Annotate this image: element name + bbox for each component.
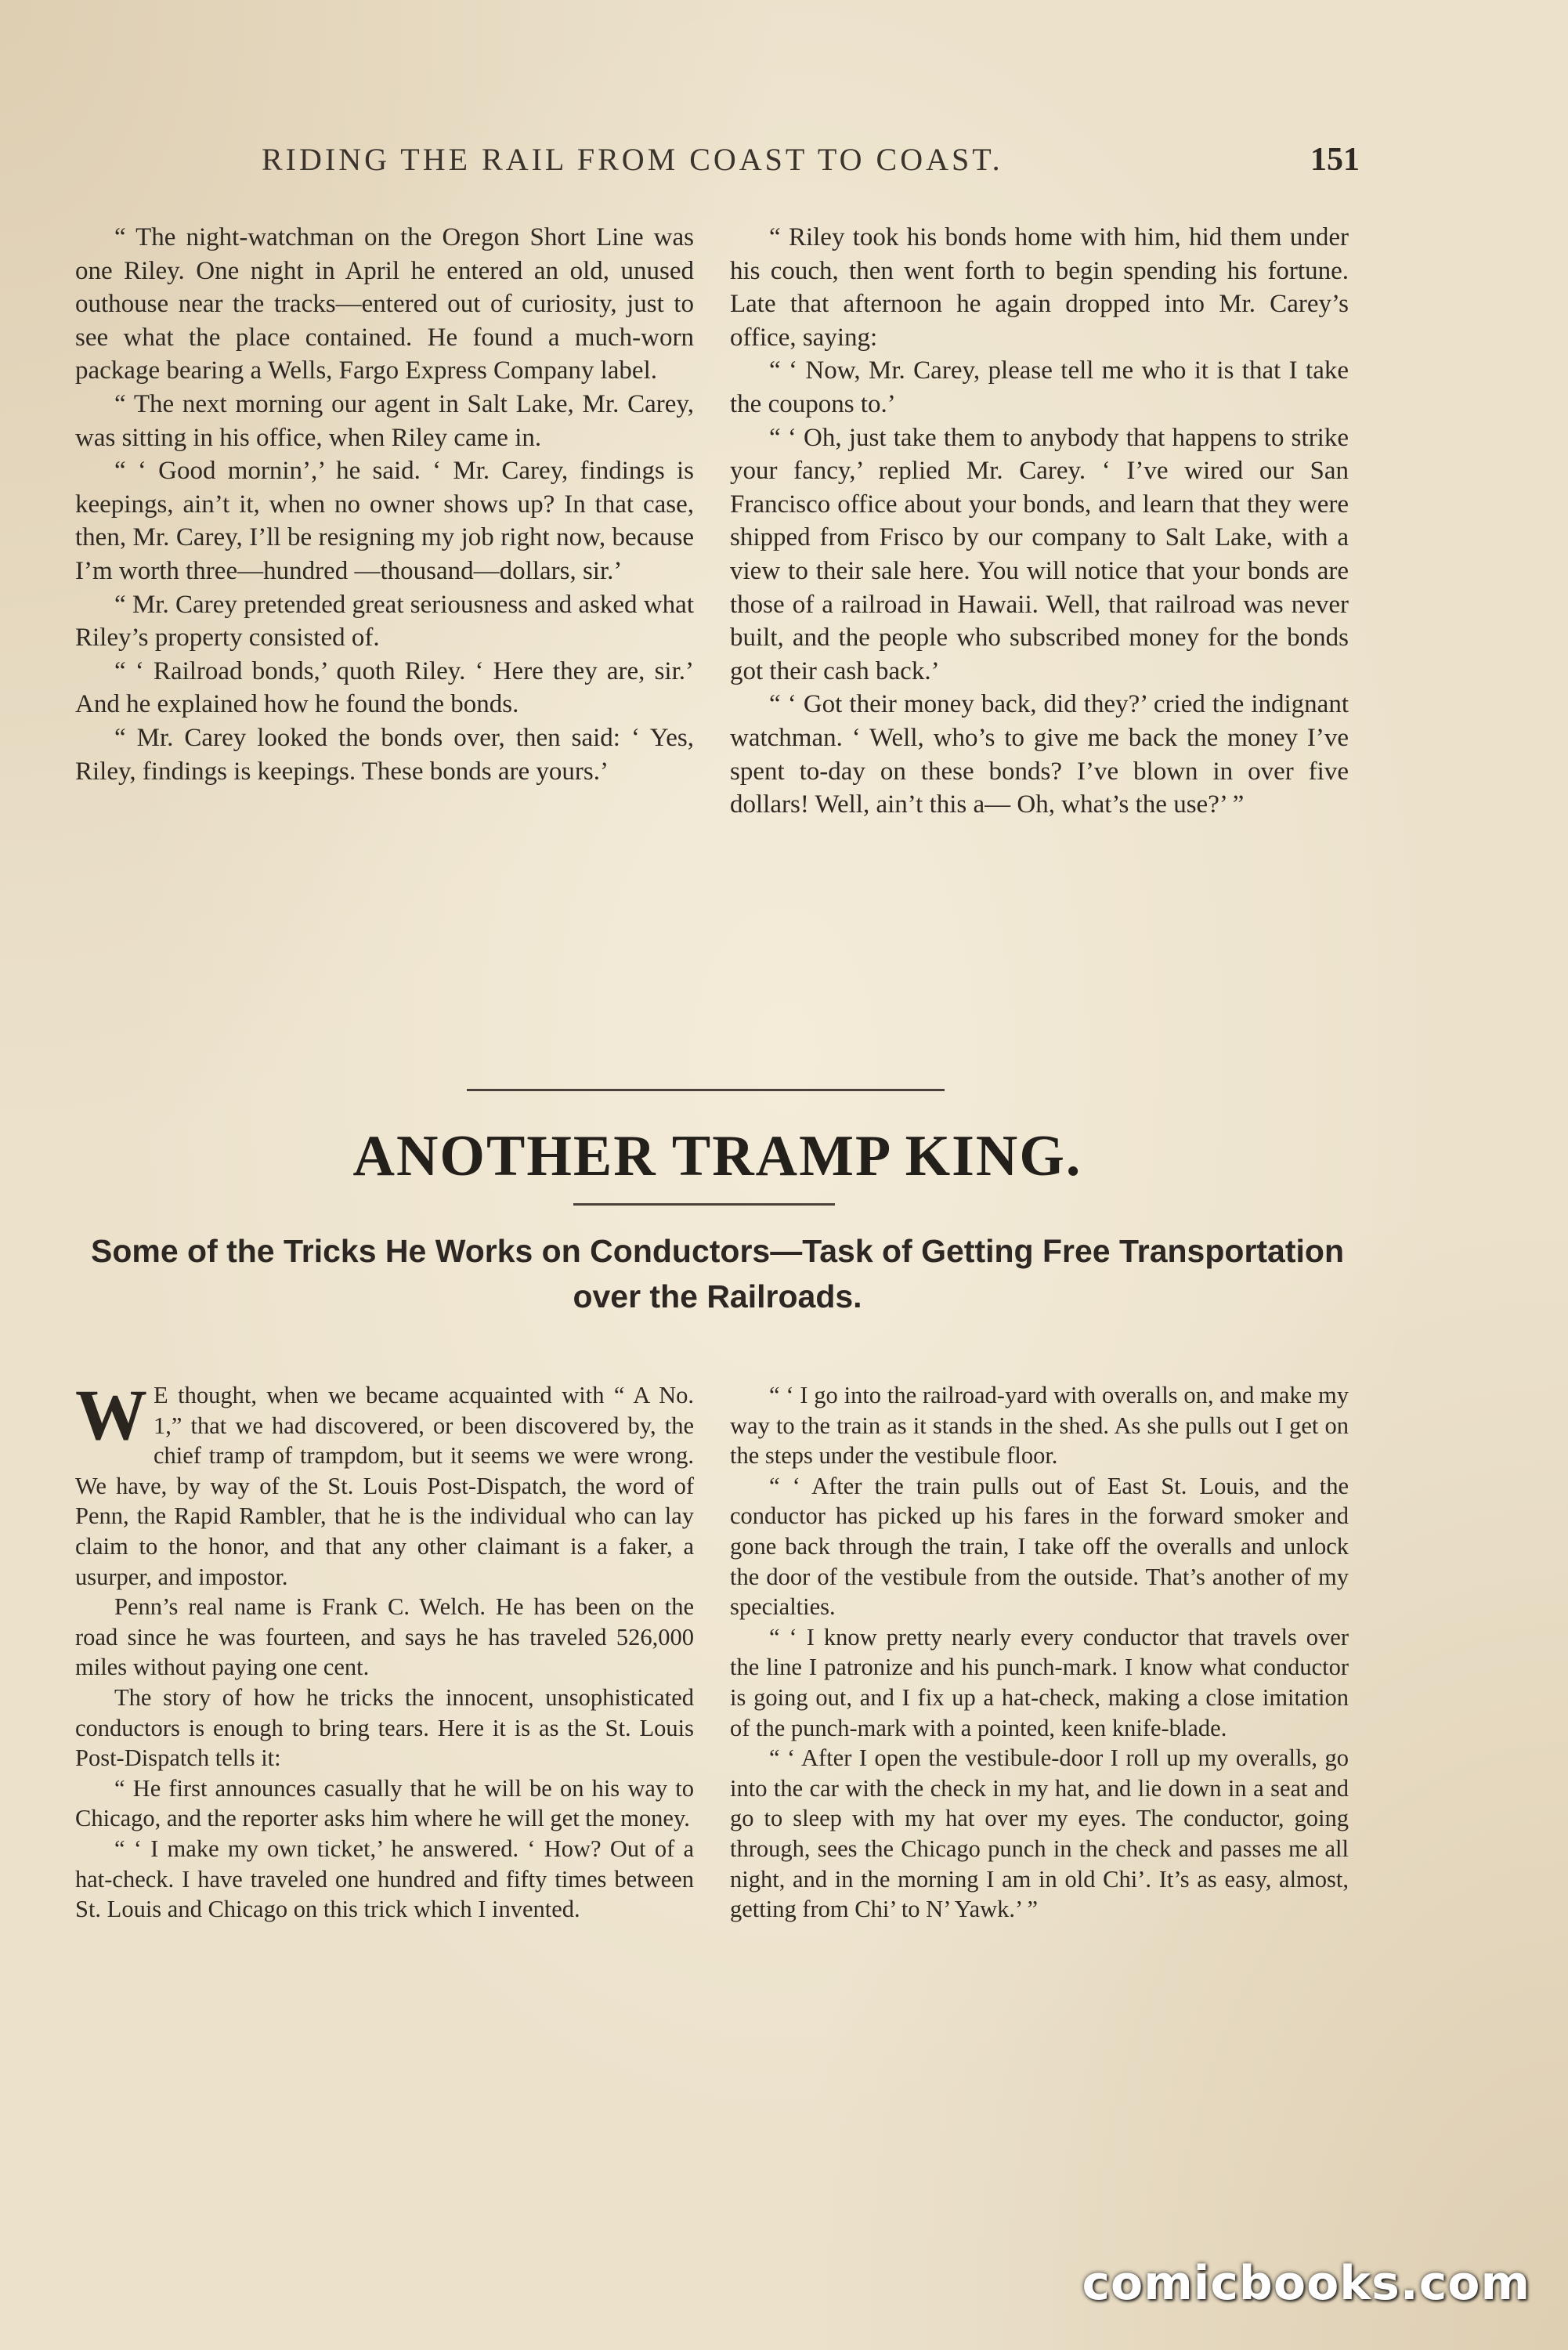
lead-paragraph: [75, 1375, 694, 1592]
paragraph: “ ‘ After the train pulls out of East St. Louis, and the conductor has picked up his fares in the forward smoker and gone back through the train, I take off the overalls and unlock the door of the vestibule from the outside. That’s another of my specialties.: [730, 1472, 1349, 1621]
paragraph: The story of how he tricks the innocent, unsophisticated conductors is enough to bring tears. Here it is as the St. Louis Post-Dispatch tells it:: [75, 1683, 694, 1772]
paragraph: “ Riley took his bonds home with him, hid them under his couch, then went forth to begin spending his fortune. Late that afternoon he again dropped into Mr. Carey’s office, saying:: [730, 223, 1349, 352]
paragraph: “ He first announces casually that he will be on his way to Chicago, and the reporter asks him where he will get the money.: [75, 1774, 694, 1832]
paragraph: “ ‘ Oh, just take them to anybody that happens to strike your fancy,’ replied Mr. Carey. ‘ I’ve wired our San Francisco office about your bonds, and learn that they were shipped from Frisco by our company to Salt Lake, with a view to their sale here. You will notice that your bonds are those of a railroad in Hawaii. Well, that railroad was never built, and the people who subscribed money for the bonds got their cash back.’: [730, 423, 1349, 685]
paragraph: “ ‘ I make my own ticket,’ he answered. ‘ How? Out of a hat-check. I have traveled one hundred and fifty times between St. Louis and Chicago on this trick which I invented.: [75, 1835, 694, 1923]
paragraph: “ ‘ I know pretty nearly every conductor that travels over the line I patronize and his punch-mark. I know what conductor is going out, and I fix up a hat-check, making a close imitation of the punch-mark with a pointed, keen knife-blade.: [730, 1623, 1349, 1741]
paragraph: “ ‘ Good mornin’,’ he said. ‘ Mr. Carey, findings is keepings, ain’t it, when no owner shows up? In that case, then, Mr. Carey, I’ll be resigning my job right now, because I’m worth three—hundred —thousand—dollars, sir.’: [75, 457, 694, 585]
paragraph: “ ‘ Got their money back, did they?’ cried the indignant watchman. ‘ Well, who’s to give me back the money I’ve spent to-day on these bonds? I’ve blown in over five dollars! Well, ain’t this a— Oh, what’s the use?’ ”: [730, 690, 1349, 819]
section-divider: [467, 1089, 945, 1091]
paragraph: “ ‘ Now, Mr. Carey, please tell me who it is that I take the coupons to.’: [730, 356, 1349, 418]
paragraph: “ ‘ After I open the vestibule-door I roll up my overalls, go into the car with the check in my hat, and lie down in a seat and go to sleep with my hat over my eyes. The conductor, going through, sees the Chicago punch in the check and passes me all night, and in the morning I am in old Chi’. It’s as easy, almost, getting from Chi’ to N’ Yawk.’ ”: [730, 1744, 1349, 1923]
story-column-left: [75, 221, 694, 788]
page-number: 151: [1310, 142, 1360, 178]
paragraph: “ Mr. Carey looked the bonds over, then said: ‘ Yes, Riley, findings is keepings. These bonds are yours.’: [75, 723, 694, 786]
headline-rule: [573, 1203, 835, 1206]
paragraph: “ ‘ I go into the railroad-yard with overalls on, and make my way to the train as it stands in the shed. As she pulls out I get on the steps under the vestibule floor.: [730, 1382, 1349, 1470]
watermark: comicbooks.com: [1082, 2256, 1530, 2311]
lead-text: E thought, when we became acquainted with “ A No. 1,” that we had discovered, or been discovered by, the chief tramp of trampdom, but it seems we were wrong. We have, by way of the St. Louis Post-Dispatch, the word of Penn, the Rapid Rambler, that he is the individual who can lay claim to the honor, and that any other claimant is a faker, a usurper, and impostor.: [75, 1382, 694, 1590]
paragraph: “ Mr. Carey pretended great seriousness and asked what Riley’s property consisted of.: [75, 590, 694, 653]
story-column-right: [730, 221, 1349, 822]
paragraph: “ The next morning our agent in Salt Lake, Mr. Carey, was sitting in his office, when Riley came in.: [75, 389, 694, 452]
article-column-left: [75, 1375, 694, 1925]
article-subhead: Some of the Tricks He Works on Conductors—Task of Getting Free Transportation over the Railroads.: [90, 1233, 1344, 1314]
page-header: [75, 141, 1360, 191]
article-column-right: [730, 1380, 1349, 1925]
drop-cap: W: [75, 1375, 147, 1455]
paragraph: “ ‘ Railroad bonds,’ quoth Riley. ‘ Here they are, sir.’ And he explained how he found the bonds.: [75, 656, 694, 719]
paragraph: “ The night-watchman on the Oregon Short Line was one Riley. One night in April he entered an old, unused outhouse near the tracks—entered out of curiosity, just to see what the place contained. He found a much-worn package bearing a Wells, Fargo Express Company label.: [75, 223, 694, 385]
running-head: RIDING THE RAIL FROM COAST TO COAST.: [262, 142, 1003, 177]
article-headline: ANOTHER TRAMP KING.: [352, 1124, 1082, 1188]
paragraph: Penn’s real name is Frank C. Welch. He has been on the road since he was fourteen, and says he has traveled 526,000 miles without paying one cent.: [75, 1593, 694, 1681]
